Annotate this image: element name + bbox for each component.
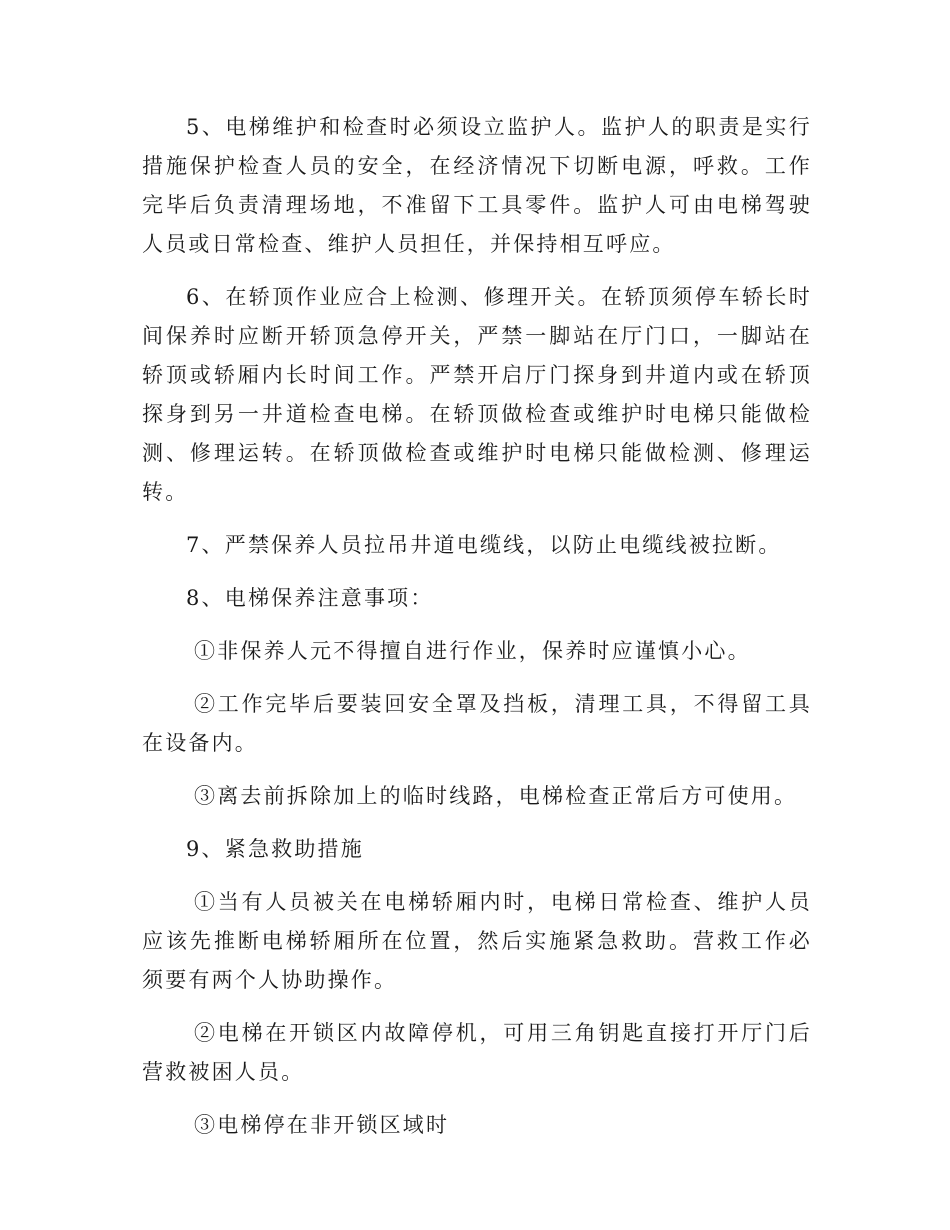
paragraph-subitem-8-3: ③离去前拆除加上的临时线路，电梯检查正常后方可使用。: [194, 784, 798, 808]
paragraph-subitem-8-1: ①非保养人元不得擅自进行作业，保养时应谨慎小心。: [194, 639, 751, 663]
paragraph-subitem-8-2: ②工作完毕后要装回安全罩及挡板，清理工具，不得留工具在设备内。: [142, 692, 812, 755]
paragraph-item-5: 5、电梯维护和检查时必须设立监护人。监护人的职责是实行措施保护检查人员的安全，在经济情况下切断电源，呼救。工作完毕后负责清理场地，不准留下工具零件。监护人可由电梯驾驶人员或日常检查、维护人员担任，并保持相互呼应。: [142, 115, 812, 256]
paragraph-item-6: 6、在轿顶作业应合上检测、修理开关。在轿顶须停车轿长时间保养时应断开轿顶急停开关，严禁一脚站在厅门口，一脚站在轿顶或轿厢内长时间工作。严禁开启厅门探身到井道内或在轿顶探身到另一井道检查电梯。在轿顶做检查或维护时电梯只能做检测、修理运转。在轿顶做检查或维护时电梯只能做检测、修理运转。: [142, 285, 812, 504]
paragraph-subitem-9-1: ①当有人员被关在电梯轿厢内时，电梯日常检查、维护人员应该先推断电梯轿厢所在位置，然后实施紧急救助。营救工作必须要有两个人协助操作。: [142, 890, 812, 992]
paragraph-subitem-9-3: ③电梯停在非开锁区域时: [194, 1113, 450, 1137]
paragraph-item-9-heading: 9、紧急救助措施: [186, 837, 364, 861]
paragraph-item-8-heading: 8、电梯保养注意事项：: [186, 586, 434, 610]
paragraph-subitem-9-2: ②电梯在开锁区内故障停机，可用三角钥匙直接打开厅门后营救被困人员。: [142, 1021, 812, 1084]
document-body: [142, 108, 812, 1159]
paragraph-item-7: 7、严禁保养人员拉吊井道电缆线，以防止电缆线被拉断。: [186, 533, 782, 557]
